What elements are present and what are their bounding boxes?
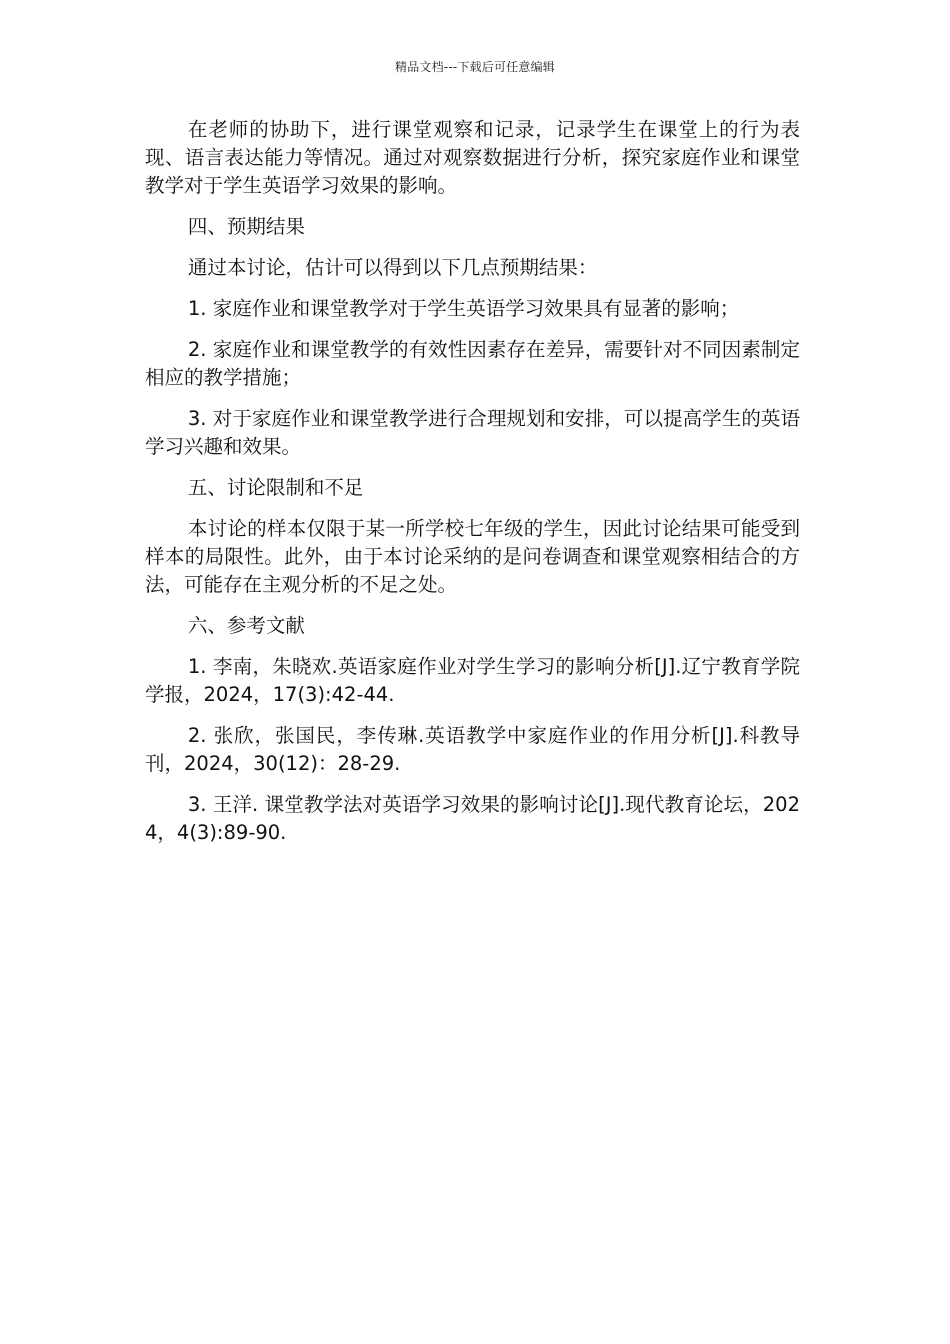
page-header: 精品文档---下载后可任意编辑 [395, 60, 555, 74]
paragraph-limitations: 本讨论的样本仅限于某一所学校七年级的学生，因此讨论结果可能受到样本的局限性。此外，由于本讨论采纳的是问卷调查和课堂观察相结合的方法，可能存在主观分析的不足之处。 [145, 517, 800, 596]
list-item-expected-2: 2. 家庭作业和课堂教学的有效性因素存在差异，需要针对不同因素制定相应的教学措施； [145, 338, 800, 389]
list-item-expected-1: 1. 家庭作业和课堂教学对于学生英语学习效果具有显著的影响； [187, 297, 740, 320]
paragraph-observation-method: 在老师的协助下，进行课堂观察和记录，记录学生在课堂上的行为表现、语言表达能力等情况。通过对观察数据进行分析，探究家庭作业和课堂教学对于学生英语学习效果的影响。 [145, 118, 800, 197]
reference-item-1: 1. 李南，朱晓欢.英语家庭作业对学生学习的影响分析[J].辽宁教育学院学报，2024，17(3):42-44. [145, 655, 800, 706]
section-heading-expected-results: 四、预期结果 [187, 215, 305, 238]
paragraph-expected-intro: 通过本讨论，估计可以得到以下几点预期结果： [187, 256, 598, 279]
list-item-expected-3: 3. 对于家庭作业和课堂教学进行合理规划和安排，可以提高学生的英语学习兴趣和效果。 [145, 407, 800, 458]
reference-item-3: 3. 王洋. 课堂教学法对英语学习效果的影响讨论[J].现代教育论坛，2024，4(3):89-90. [145, 793, 800, 844]
document-body [145, 116, 800, 860]
reference-item-2: 2. 张欣，张国民，李传琳.英语教学中家庭作业的作用分析[J].科教导刊，2024，30(12)：28-29. [145, 724, 800, 775]
section-heading-references: 六、参考文献 [187, 614, 305, 637]
section-heading-limitations: 五、讨论限制和不足 [187, 476, 364, 499]
